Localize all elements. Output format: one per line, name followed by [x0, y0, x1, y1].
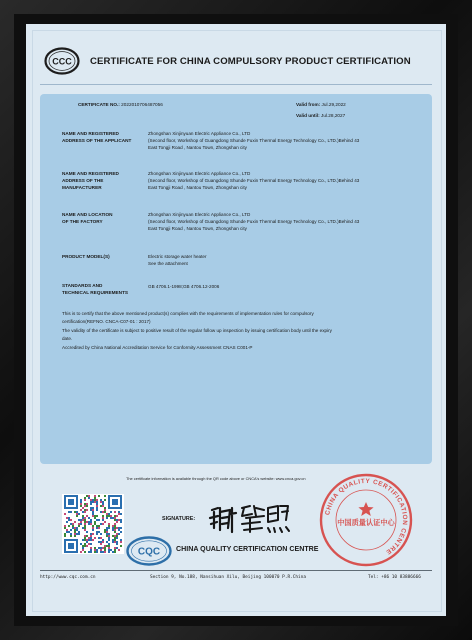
- product-model-value: [148, 253, 444, 267]
- statement-line: certification(REFNO. CNCA-C07-01 : 2017): [62, 318, 151, 324]
- field-label-line: PRODUCT MODEL(S): [62, 254, 110, 259]
- valid-until-value: Jul.28,2027: [321, 113, 346, 118]
- statement-line: The validity of the certificate is subject to positive result of the regular follow up inspection by issuing certification body until the expiry: [62, 328, 332, 334]
- standards-label: [62, 282, 146, 296]
- manufacturer-label: [62, 170, 146, 191]
- cqc-logo-icon: [126, 536, 172, 566]
- certification-centre-name: CHINA QUALITY CERTIFICATION CENTRE: [176, 545, 319, 553]
- verification-note: The certificate information is available through the QR code above or CNCA's website: www.cnca.gov.cn: [126, 476, 306, 481]
- qr-code-icon[interactable]: [62, 494, 124, 554]
- field-value-line: GB 4706.1-1998;GB 4706.12-2006: [148, 284, 220, 289]
- stamp-inner-text: 中国质量认证中心: [337, 518, 395, 527]
- certification-statements: [62, 310, 412, 352]
- field-label-line: NAME AND REGISTERED: [62, 131, 119, 136]
- certificate-number: [78, 101, 163, 108]
- signature-image: [206, 502, 294, 536]
- footer-telephone: Tel: +86 10 83886666: [368, 575, 421, 580]
- field-value-line: East Tongji Road , Nantou Town, Zhongshan city: [148, 185, 247, 191]
- field-value-line: (Second floor, Workshop of Guangdong Shunde Fuxin Thermal Energy Technology Co., LTD.)Behind 43: [148, 138, 360, 144]
- footer-address: Section 9, No.188, Nansihuan Xilu, Beijing 100070 P.R.China: [150, 575, 306, 580]
- ccc-logo-text: CCC: [52, 56, 72, 67]
- valid-until: [296, 112, 345, 119]
- factory-value: [148, 211, 444, 233]
- cqc-logo-text: CQC: [137, 546, 161, 558]
- field-label-line: TECHNICAL REQUIREMENTS: [62, 290, 129, 295]
- field-label-line: NAME AND REGISTERED: [62, 171, 119, 176]
- footer-divider: [40, 570, 432, 571]
- field-label-line: MANUFACTURER: [62, 185, 102, 190]
- certificate-paper: [26, 24, 446, 616]
- applicant-value: [148, 130, 444, 152]
- field-label-line: OF THE FACTORY: [62, 219, 103, 224]
- signature-label: SIGNATURE:: [162, 516, 196, 522]
- cqc-seal-stamp: [318, 472, 414, 568]
- valid-from: [296, 101, 346, 108]
- stamp-outer-text: CHINA QUALITY CERTIFICATION CENTRE: [324, 477, 409, 556]
- field-value-line: (Second floor, Workshop of Guangdong Shunde Fuxin Thermal Energy Technology Co., LTD.)Behind 43: [148, 219, 360, 225]
- header-divider: [40, 84, 432, 85]
- statement-line: date.: [62, 335, 73, 341]
- field-value-line: Zhongshan Xinjinyuan Electric Appliance Co., LTD: [148, 171, 251, 176]
- statement-line: This is to certify that the above mentioned product(s) complies with the requirements of implementation rules for compulsory: [62, 311, 314, 316]
- field-label-line: ADDRESS OF THE: [62, 178, 104, 183]
- valid-from-label: Valid from:: [296, 102, 321, 107]
- certificate-number-label: CERTIFICATE NO.:: [78, 102, 120, 107]
- certificate-number-value: 2022010706487056: [121, 102, 163, 107]
- field-value-line: Zhongshan Xinjinyuan Electric Appliance Co., LTD: [148, 212, 251, 217]
- valid-until-label: Valid until:: [296, 113, 320, 118]
- field-label-line: NAME AND LOCATION: [62, 212, 113, 217]
- valid-from-value: Jul.29,2022: [321, 102, 346, 107]
- applicant-label: [62, 130, 146, 144]
- factory-label: [62, 211, 146, 225]
- statement-line: Accredited by China National Accreditation Service for Conformity Assessment CNAS C001-P: [62, 345, 253, 351]
- product-model-label: [62, 253, 146, 260]
- field-value-line: Electric storage water heater: [148, 254, 207, 259]
- field-label-line: ADDRESS OF THE APPLICANT: [62, 138, 132, 143]
- field-value-line: (Second floor, Workshop of Guangdong Shunde Fuxin Thermal Energy Technology Co., LTD.)Behind 43: [148, 178, 360, 184]
- field-label-line: STANDARDS AND: [62, 283, 103, 288]
- footer-website[interactable]: http://www.cqc.com.cn: [40, 575, 96, 580]
- field-value-line: East Tongji Road , Nantou Town, Zhongshan city: [148, 226, 247, 232]
- certificate-header: [44, 44, 434, 78]
- field-value-line: East Tongji Road , Nantou Town, Zhongshan city: [148, 145, 247, 151]
- field-value-line: See the attachment: [148, 261, 188, 267]
- manufacturer-value: [148, 170, 444, 192]
- certificate-title: CERTIFICATE FOR CHINA COMPULSORY PRODUCT CERTIFICATION: [90, 55, 411, 67]
- ccc-logo-icon: [44, 47, 80, 75]
- field-value-line: Zhongshan Xinjinyuan Electric Appliance Co., LTD: [148, 131, 251, 136]
- standards-value: [148, 283, 444, 290]
